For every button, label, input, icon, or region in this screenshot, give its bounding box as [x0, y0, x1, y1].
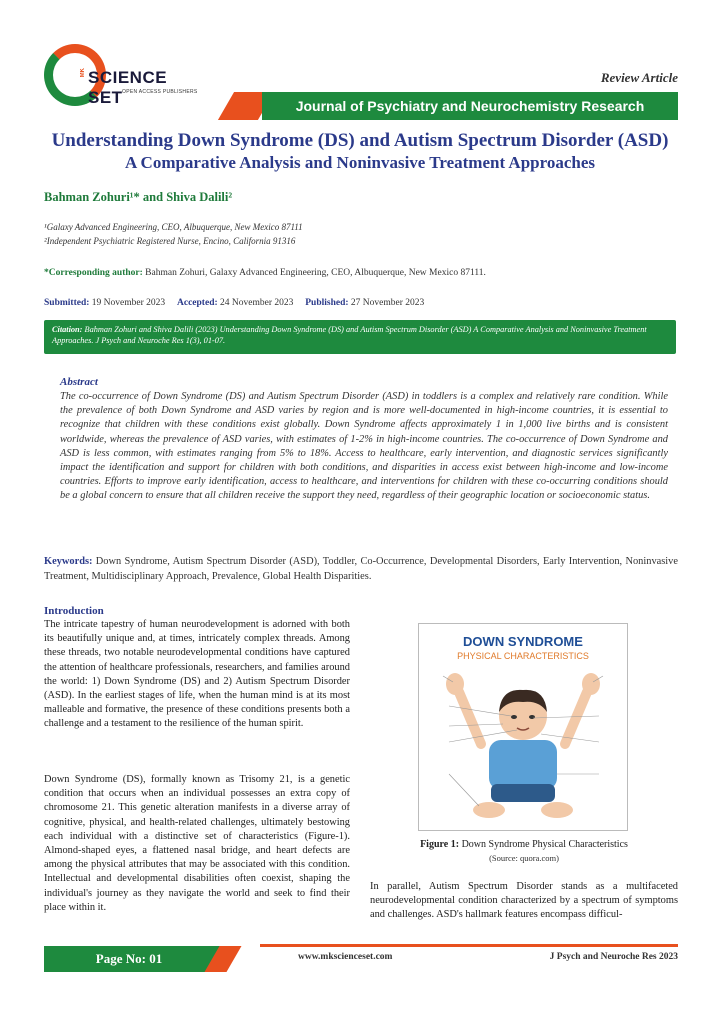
citation-body: Bahman Zohuri and Shiva Dalili (2023) Understanding Down Syndrome (DS) and Autism Spectrum Disorder (ASD) A Comparative Analysis and Noninvasive Treatment Approaches. J Psych and Neuroche Res 1(3), 01-07.	[52, 325, 647, 345]
dates	[44, 298, 424, 308]
published-date: 27 November 2023	[348, 298, 425, 308]
intro-paragraph-1: The intricate tapestry of human neurodevelopment is adorned with both its beautifully unique and, at times, intricately complex threads. Among these threads, two notable neurodevelopmental conditions have captured the attention of healthcare professionals, researchers, and families around the world: 1) Down Syndrome (DS) and 2) Autism Spectrum Disorder (ASD). In the earliest stages of life, when the human mind is at its most malleable and formative, the presence of these conditions presents both a challenge and a testament to the resilience of the human spirit.	[44, 619, 350, 730]
accepted-label: Accepted:	[177, 298, 218, 308]
published-label: Published:	[305, 298, 349, 308]
citation-text	[52, 324, 668, 346]
logo-prefix: MK	[80, 68, 86, 78]
affiliation-1: ¹Galaxy Advanced Engineering, CEO, Albuquerque, New Mexico 87111	[44, 222, 303, 232]
figure-title-2: PHYSICAL CHARACTERISTICS	[457, 651, 589, 661]
figure-title-1: DOWN SYNDROME	[463, 634, 583, 649]
logo-brand: SCIENCE SET	[88, 68, 168, 107]
figure-caption	[370, 839, 678, 850]
title-line-2: A Comparative Analysis and Noninvasive Treatment Approaches	[124, 153, 596, 172]
shirt	[489, 740, 557, 790]
abstract-heading: Abstract	[60, 376, 98, 388]
right-foot-icon	[541, 802, 573, 818]
left-arm	[459, 692, 481, 744]
submitted-label: Submitted:	[44, 298, 90, 308]
title-line-1: Understanding Down Syndrome (DS) and Autism Spectrum Disorder (ASD)	[51, 130, 669, 151]
down-syndrome-illustration	[419, 624, 627, 830]
eye-right	[529, 715, 535, 719]
corresponding-author	[44, 268, 486, 278]
publisher-logo	[44, 44, 204, 112]
journal-short: J Psych and Neuroche Res 2023	[549, 952, 678, 962]
affiliation-2: ²Independent Psychiatric Registered Nurse, Encino, California 91316	[44, 236, 296, 246]
corresponding-label: *Corresponding author:	[44, 268, 143, 278]
journal-name: Journal of Psychiatry and Neurochemistry Research	[295, 98, 645, 114]
abstract-text: The co-occurrence of Down Syndrome (DS) and Autism Spectrum Disorder (ASD) in toddlers is a complex and relatively rare condition. While the prevalence of both Down Syndrome and ASD varies by region and is more well-documented in high-income countries, it is essential to recognize that children with these conditions exist globally. Down Syndrome affects approximately 1 in 1,000 live births and is consistent worldwide, whereas the prevalence of ASD varies, with estimates of 1-2% in high-income countries. The co-occurrence of Down Syndrome and ASD is less common, with estimates ranging from 5% to 18%. Access to healthcare, early intervention, and diagnostic services significantly impact the identification and support for children with both conditions, and disparities in access exist between high-income and low-income countries. Efforts to improve early identification, access to healthcare, and interventions for children with these co-occurring conditions should be a global concern to ensure that all children receive the support they need, regardless of their geographic location or socioeconomic status.	[60, 391, 668, 502]
figure-caption-text: Down Syndrome Physical Characteristics	[459, 839, 628, 850]
submitted-date: 19 November 2023	[89, 298, 166, 308]
accepted-date: 24 November 2023	[217, 298, 294, 308]
intro-paragraph-3: In parallel, Autism Spectrum Disorder stands as a multifaceted neurodevelopmental condition characterized by a spectrum of symptoms and challenges. ASD's hallmark features encompass difficul-	[370, 881, 678, 921]
article-type: Review Article	[600, 70, 678, 85]
keywords	[44, 555, 678, 584]
keywords-text: Down Syndrome, Autism Spectrum Disorder (ASD), Toddler, Co-Occurrence, Developmental Disorders, Early Intervention, Noninvasive Treatment, Multidisciplinary Approach, Prevalence, Global Health Disparities.	[44, 556, 678, 582]
figure-1	[418, 623, 628, 831]
corresponding-text: Bahman Zohuri, Galaxy Advanced Engineering, CEO, Albuquerque, New Mexico 87111.	[142, 268, 486, 278]
publisher-website: www.mkscienceset.com	[298, 952, 393, 962]
keywords-label: Keywords:	[44, 556, 93, 567]
pants	[491, 784, 555, 802]
intro-heading: Introduction	[44, 605, 104, 617]
figure-label: Figure 1:	[420, 839, 460, 850]
citation-label: Citation:	[52, 325, 83, 334]
citation-box	[44, 320, 676, 354]
page-number: Page No: 01	[95, 951, 163, 966]
right-arm	[565, 692, 587, 744]
intro-paragraph-2: Down Syndrome (DS), formally known as Trisomy 21, is a genetic condition that occurs when an individual possesses an extra copy of chromosome 21. This genetic alteration manifests in a diverse array of cognitive, physical, and health-related challenges, ultimately bestowing each individual with a distinctive set of characteristics (Figure-1). Almond-shaped eyes, a flattened nasal bridge, and heart defects are among the physical attributes that may be associated with this condition. Intellectual and developmental disabilities often coexist, shaping the individual's journey as they navigate the world and seek to find their place within it.	[44, 774, 350, 913]
authors: Bahman Zohuri¹* and Shiva Dalili²	[44, 190, 233, 204]
logo-tagline: OPEN ACCESS PUBLISHERS	[122, 89, 198, 95]
figure-source: (Source: quora.com)	[489, 853, 559, 863]
eye-left	[511, 715, 517, 719]
footer-rule	[260, 944, 678, 947]
